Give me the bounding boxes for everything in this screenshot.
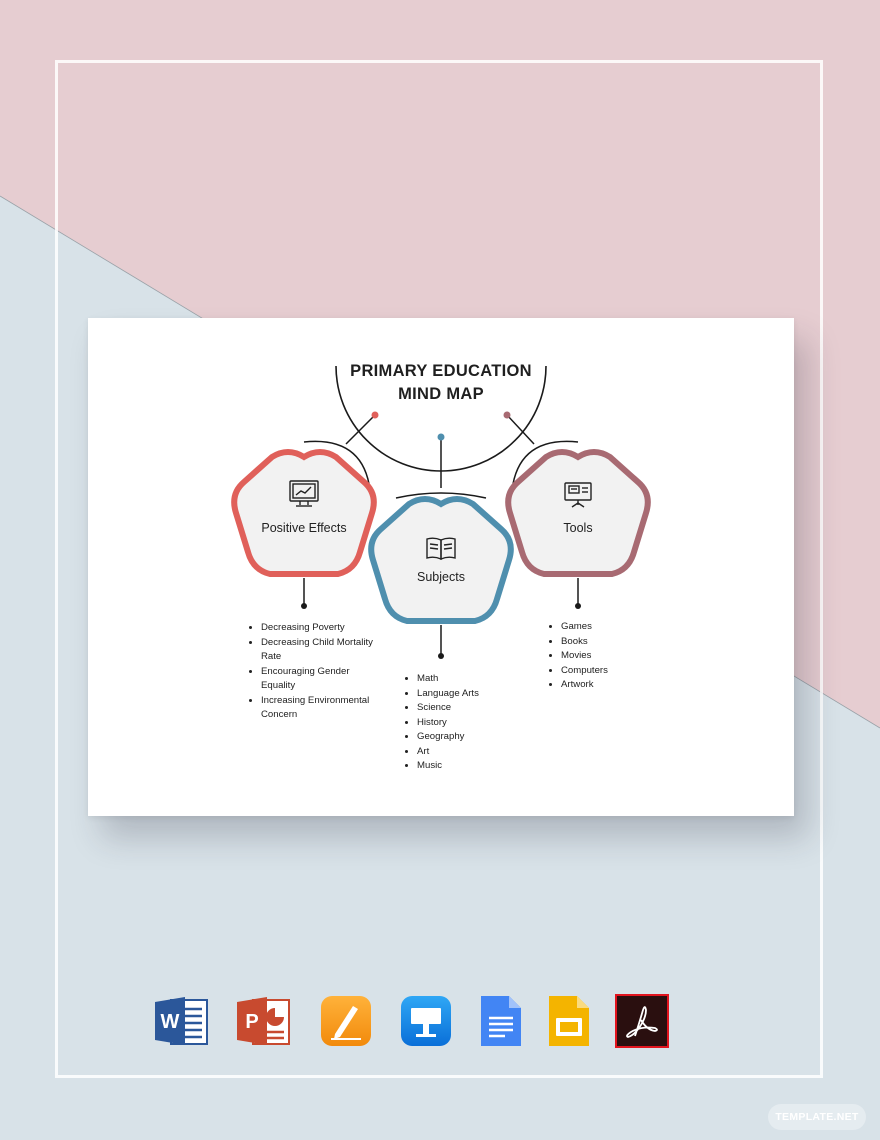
- mind-map-slide: [88, 318, 794, 816]
- pages-icon[interactable]: [319, 994, 373, 1048]
- list-item: • Language Arts: [417, 687, 527, 702]
- cap-subjects: [396, 493, 486, 498]
- subjects-list: [402, 672, 527, 774]
- list-item: • Geography: [417, 730, 527, 745]
- list-item: • Artwork: [561, 678, 661, 693]
- word-icon[interactable]: [155, 994, 209, 1048]
- svg-text:W: W: [160, 1011, 180, 1033]
- title-line-1: PRIMARY EDUCATION: [350, 362, 532, 380]
- list-item: • Math: [417, 672, 527, 687]
- positive-effects-list: [246, 621, 379, 723]
- dot-positive: [372, 412, 379, 419]
- tools-list: [546, 620, 661, 693]
- list-item: • Games: [561, 620, 661, 635]
- subjects-label: Subjects: [417, 570, 465, 584]
- list-item: • Decreasing Child Mortality Rate: [261, 636, 379, 665]
- list-item: • Decreasing Poverty: [261, 621, 379, 636]
- list-item: • Music: [417, 759, 527, 774]
- keynote-icon[interactable]: [399, 994, 453, 1048]
- list-item: • Encouraging Gender Equality: [261, 665, 379, 694]
- watermark-badge: TEMPLATE.NET: [768, 1104, 866, 1130]
- svg-text:P: P: [245, 1011, 259, 1033]
- list-item: • Science: [417, 701, 527, 716]
- list-item: • Art: [417, 745, 527, 760]
- list-item: • History: [417, 716, 527, 731]
- tools-label: Tools: [563, 521, 593, 535]
- list-item: • Movies: [561, 649, 661, 664]
- list-item: • Books: [561, 635, 661, 650]
- google-docs-icon[interactable]: [473, 994, 527, 1048]
- dot-subjects: [438, 434, 445, 441]
- list-item: • Computers: [561, 664, 661, 679]
- title-line-2: MIND MAP: [398, 385, 484, 403]
- page-title: [321, 360, 561, 406]
- connector-tools: [507, 415, 534, 444]
- list-item: • Increasing Environmental Concern: [261, 694, 379, 723]
- dot-tools: [504, 412, 511, 419]
- positive-effects-label: Positive Effects: [261, 521, 347, 535]
- acrobat-pdf-icon[interactable]: [615, 994, 669, 1048]
- google-slides-icon[interactable]: [541, 994, 595, 1048]
- powerpoint-icon[interactable]: [237, 994, 291, 1048]
